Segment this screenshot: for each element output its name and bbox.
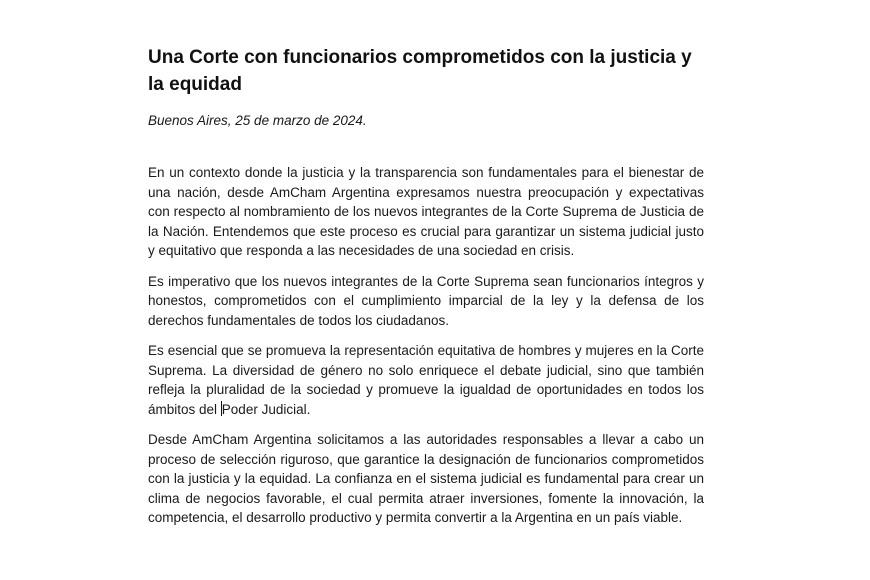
paragraph-3-text-before-cursor: Es esencial que se promueva la representación equitativa de hombres y mujeres en la Corte Suprema. La diversidad de género no solo enriquece el debate judicial, sino que también refleja la pluralidad de la sociedad y promueve la igualdad de oportunidades en todos los ámbitos del: [148, 343, 704, 417]
paragraph-1: En un contexto donde la justicia y la transparencia son fundamentales para el bienestar de una nación, desde AmCham Argentina expresamos nuestra preocupación y expectativas con respecto al nombramiento de los nuevos integrantes de la Corte Suprema de Justicia de la Nación. Entendemos que este proceso es crucial para garantizar un sistema judicial justo y equitativo que responda a las necesidades de una sociedad en crisis.: [148, 165, 704, 258]
paragraph-3: [148, 341, 704, 419]
paragraph-2: Es imperativo que los nuevos integrantes de la Corte Suprema sean funcionarios íntegros y honestos, comprometidos con el cumplimiento imparcial de la ley y la defensa de los derechos fundamentales de todos los ciudadanos.: [148, 273, 704, 328]
dateline: Buenos Aires, 25 de marzo de 2024.: [148, 113, 367, 128]
document-page[interactable]: [148, 44, 704, 539]
paragraph-4: Desde AmCham Argentina solicitamos a las autoridades responsables a llevar a cabo un proceso de selección riguroso, que garantice la designación de funcionarios comprometidos con la justicia y la equidad. La confianza en el sistema judicial es fundamental para crear un clima de negocios favorable, el cual permita atraer inversiones, fomente la innovación, la competencia, el desarrollo productivo y permita convertir a la Argentina en un país viable.: [148, 432, 704, 525]
document-body[interactable]: [148, 163, 704, 528]
document-title: Una Corte con funcionarios comprometidos con la justicia y la equidad: [148, 47, 692, 95]
paragraph-3-text-after-cursor: Poder Judicial.: [221, 401, 311, 417]
